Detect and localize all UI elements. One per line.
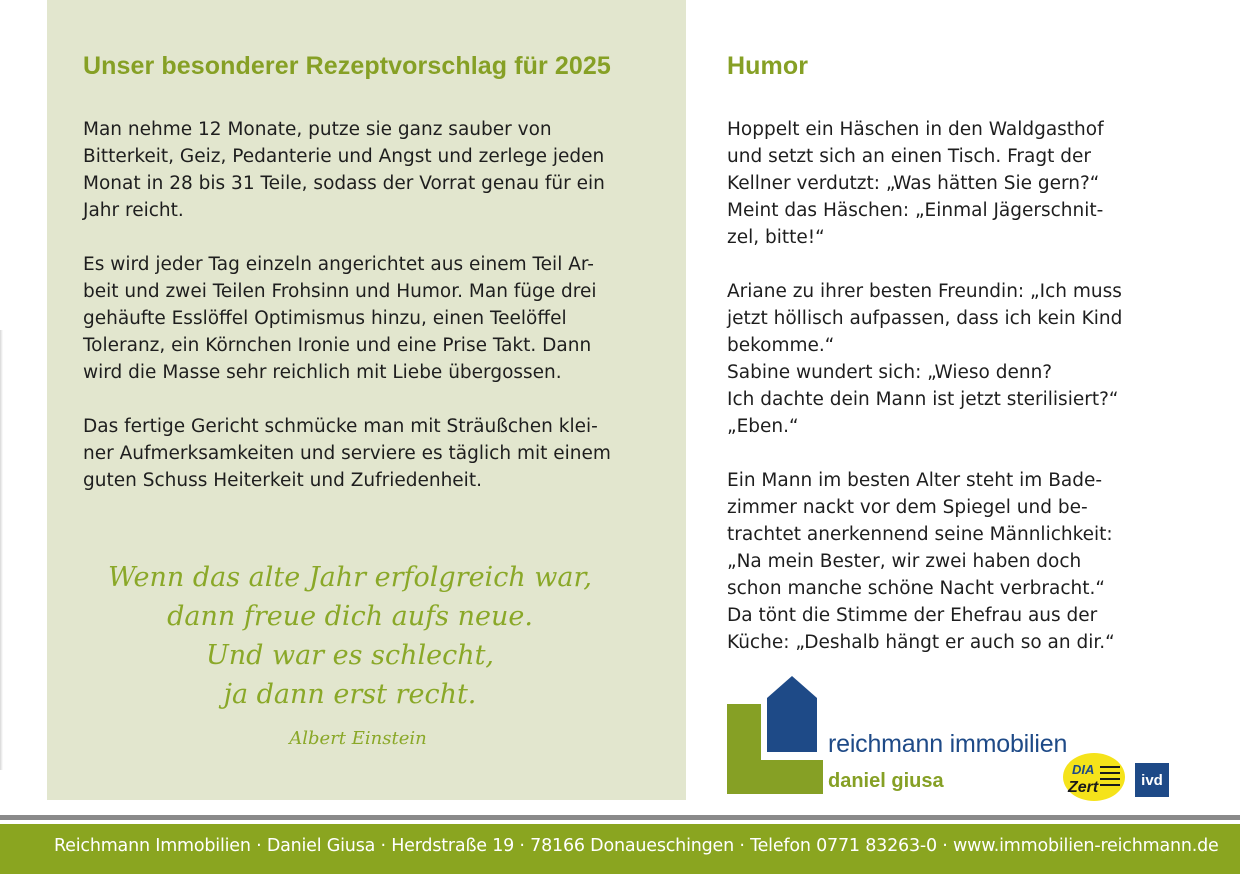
humor-text: Hoppelt ein Häschen in den Waldgasthof und setzt sich an einen Tisch. Fragt der Kellner verdutzt: „Was hätten Sie gern?“ Meint das Häschen: „Einmal Jägerschnit- zel, bitte!“ Ariane zu ihrer besten Freundin: „Ich muss jetzt höllisch aufpassen, dass ich kein Kind bekomme.“ Sabine wundert sich: „Wieso denn? Ich dachte dein Mann ist jetzt sterilisiert?“ „Eben.“ Ein Mann im besten Alter steht im Bade- zimmer nackt vor dem Spiegel und be- trachtet anerkennend seine Männlichkeit: „Na mein Bester, wir zwei haben doch schon manche schöne Nacht verbracht.“ Da tönt die Stimme der Ehefrau aus der Küche: „Deshalb hängt er auch so an dir.“: [727, 119, 1123, 653]
recipe-text: Man nehme 12 Monate, putze sie ganz sauber von Bitterkeit, Geiz, Pedanterie und Angst und zerlege jeden Monat in 28 bis 31 Teile, sodass der Vorrat genau für ein Jahr reicht. Es wird jeder Tag einzeln angerichtet aus einem Teil Ar- beit und zwei Teilen Frohsinn und Humor. Man füge drei gehäufte Esslöffel Optimismus hinzu, einen Teelöffel Toleranz, ein Körnchen Ironie und eine Prise Takt. Dann wird die Masse sehr reichlich mit Liebe übergossen. Das fertige Gericht schmücke man mit Sträußchen klei- ner Aufmerksamkeiten und serviere es täglich mit einem guten Schuss Heiterkeit und Zufriedenheit.: [83, 119, 611, 491]
recipe-heading: Unser besonderer Rezeptvorschlag für 2025: [83, 52, 611, 80]
dia-zert-badge: [1062, 752, 1126, 802]
humor-heading: Humor: [727, 52, 809, 80]
quote-author: Albert Einstein: [289, 728, 427, 749]
dia-label: DIA: [1072, 762, 1095, 777]
zert-label: Zert: [1068, 779, 1099, 796]
house-logo-icon: [727, 676, 827, 796]
left-edge-shadow: [0, 330, 3, 770]
einstein-quote: Wenn das alte Jahr erfolgreich war, dann freue dich aufs neue. Und war es schlecht, ja dann erst recht.: [107, 562, 593, 710]
ivd-badge: ivd: [1135, 763, 1169, 797]
company-name: reichmann immobilien: [828, 730, 1068, 758]
company-subname: daniel giusa: [828, 770, 944, 792]
footer-contact: Reichmann Immobilien · Daniel Giusa · Herdstraße 19 · 78166 Donaueschingen · Telefon 0771 83263-0 · www.immobilien-reichmann.de: [54, 836, 1219, 856]
